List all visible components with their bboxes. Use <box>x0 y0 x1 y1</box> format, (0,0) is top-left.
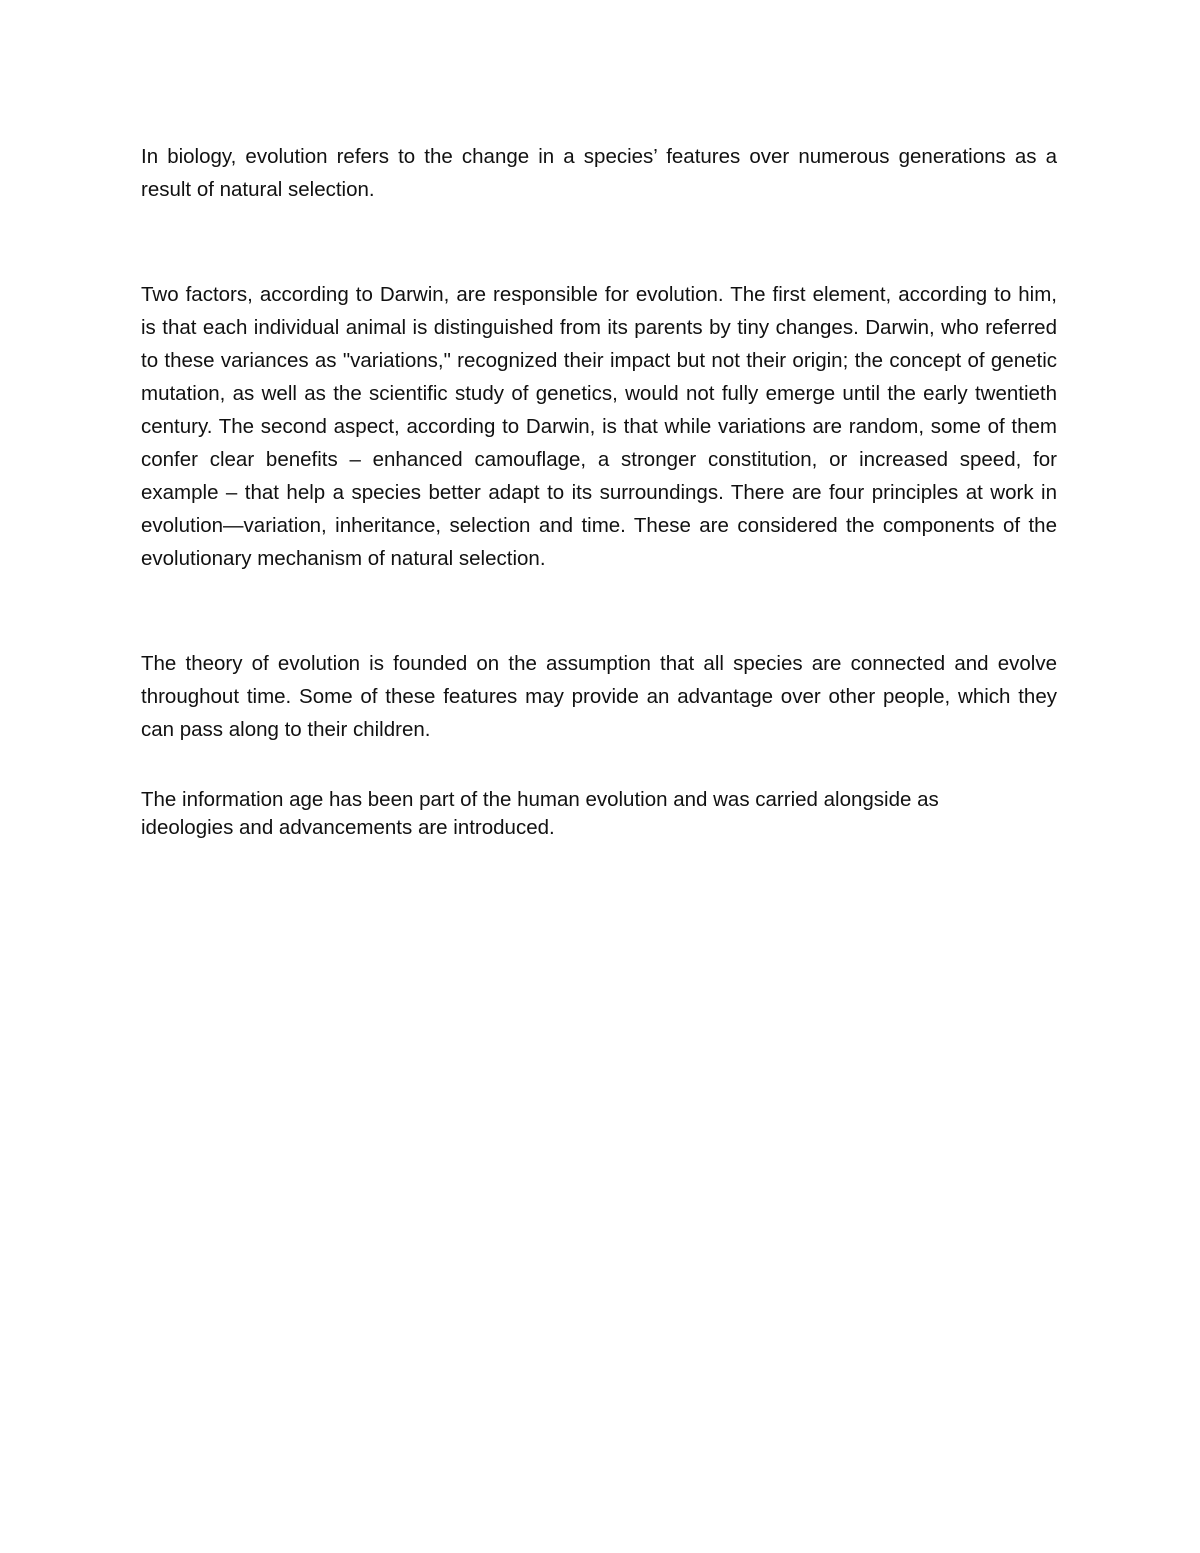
paragraph-1: In biology, evolution refers to the change in a species’ features over numerous generations as a result of natural selection. <box>141 145 1057 201</box>
paragraph-4: The information age has been part of the human evolution and was carried alongside as ideologies and advancements are introduced. <box>141 788 939 839</box>
document-body <box>141 140 1057 842</box>
paragraph-3: The theory of evolution is founded on the assumption that all species are connected and evolve throughout time. Some of these features may provide an advantage over other people, which they can pass along to their children. <box>141 652 1057 741</box>
paragraph-2: Two factors, according to Darwin, are responsible for evolution. The first element, according to him, is that each individual animal is distinguished from its parents by tiny changes. Darwin, who referred to these variances as "variations," recognized their impact but not their origin; the concept of genetic mutation, as well as the scientific study of genetics, would not fully emerge until the early twentieth century. The second aspect, according to Darwin, is that while variations are random, some of them confer clear benefits – enhanced camouflage, a stronger constitution, or increased speed, for example – that help a species better adapt to its surroundings. There are four principles at work in evolution—variation, inheritance, selection and time. These are considered the components of the evolutionary mechanism of natural selection. <box>141 283 1057 570</box>
